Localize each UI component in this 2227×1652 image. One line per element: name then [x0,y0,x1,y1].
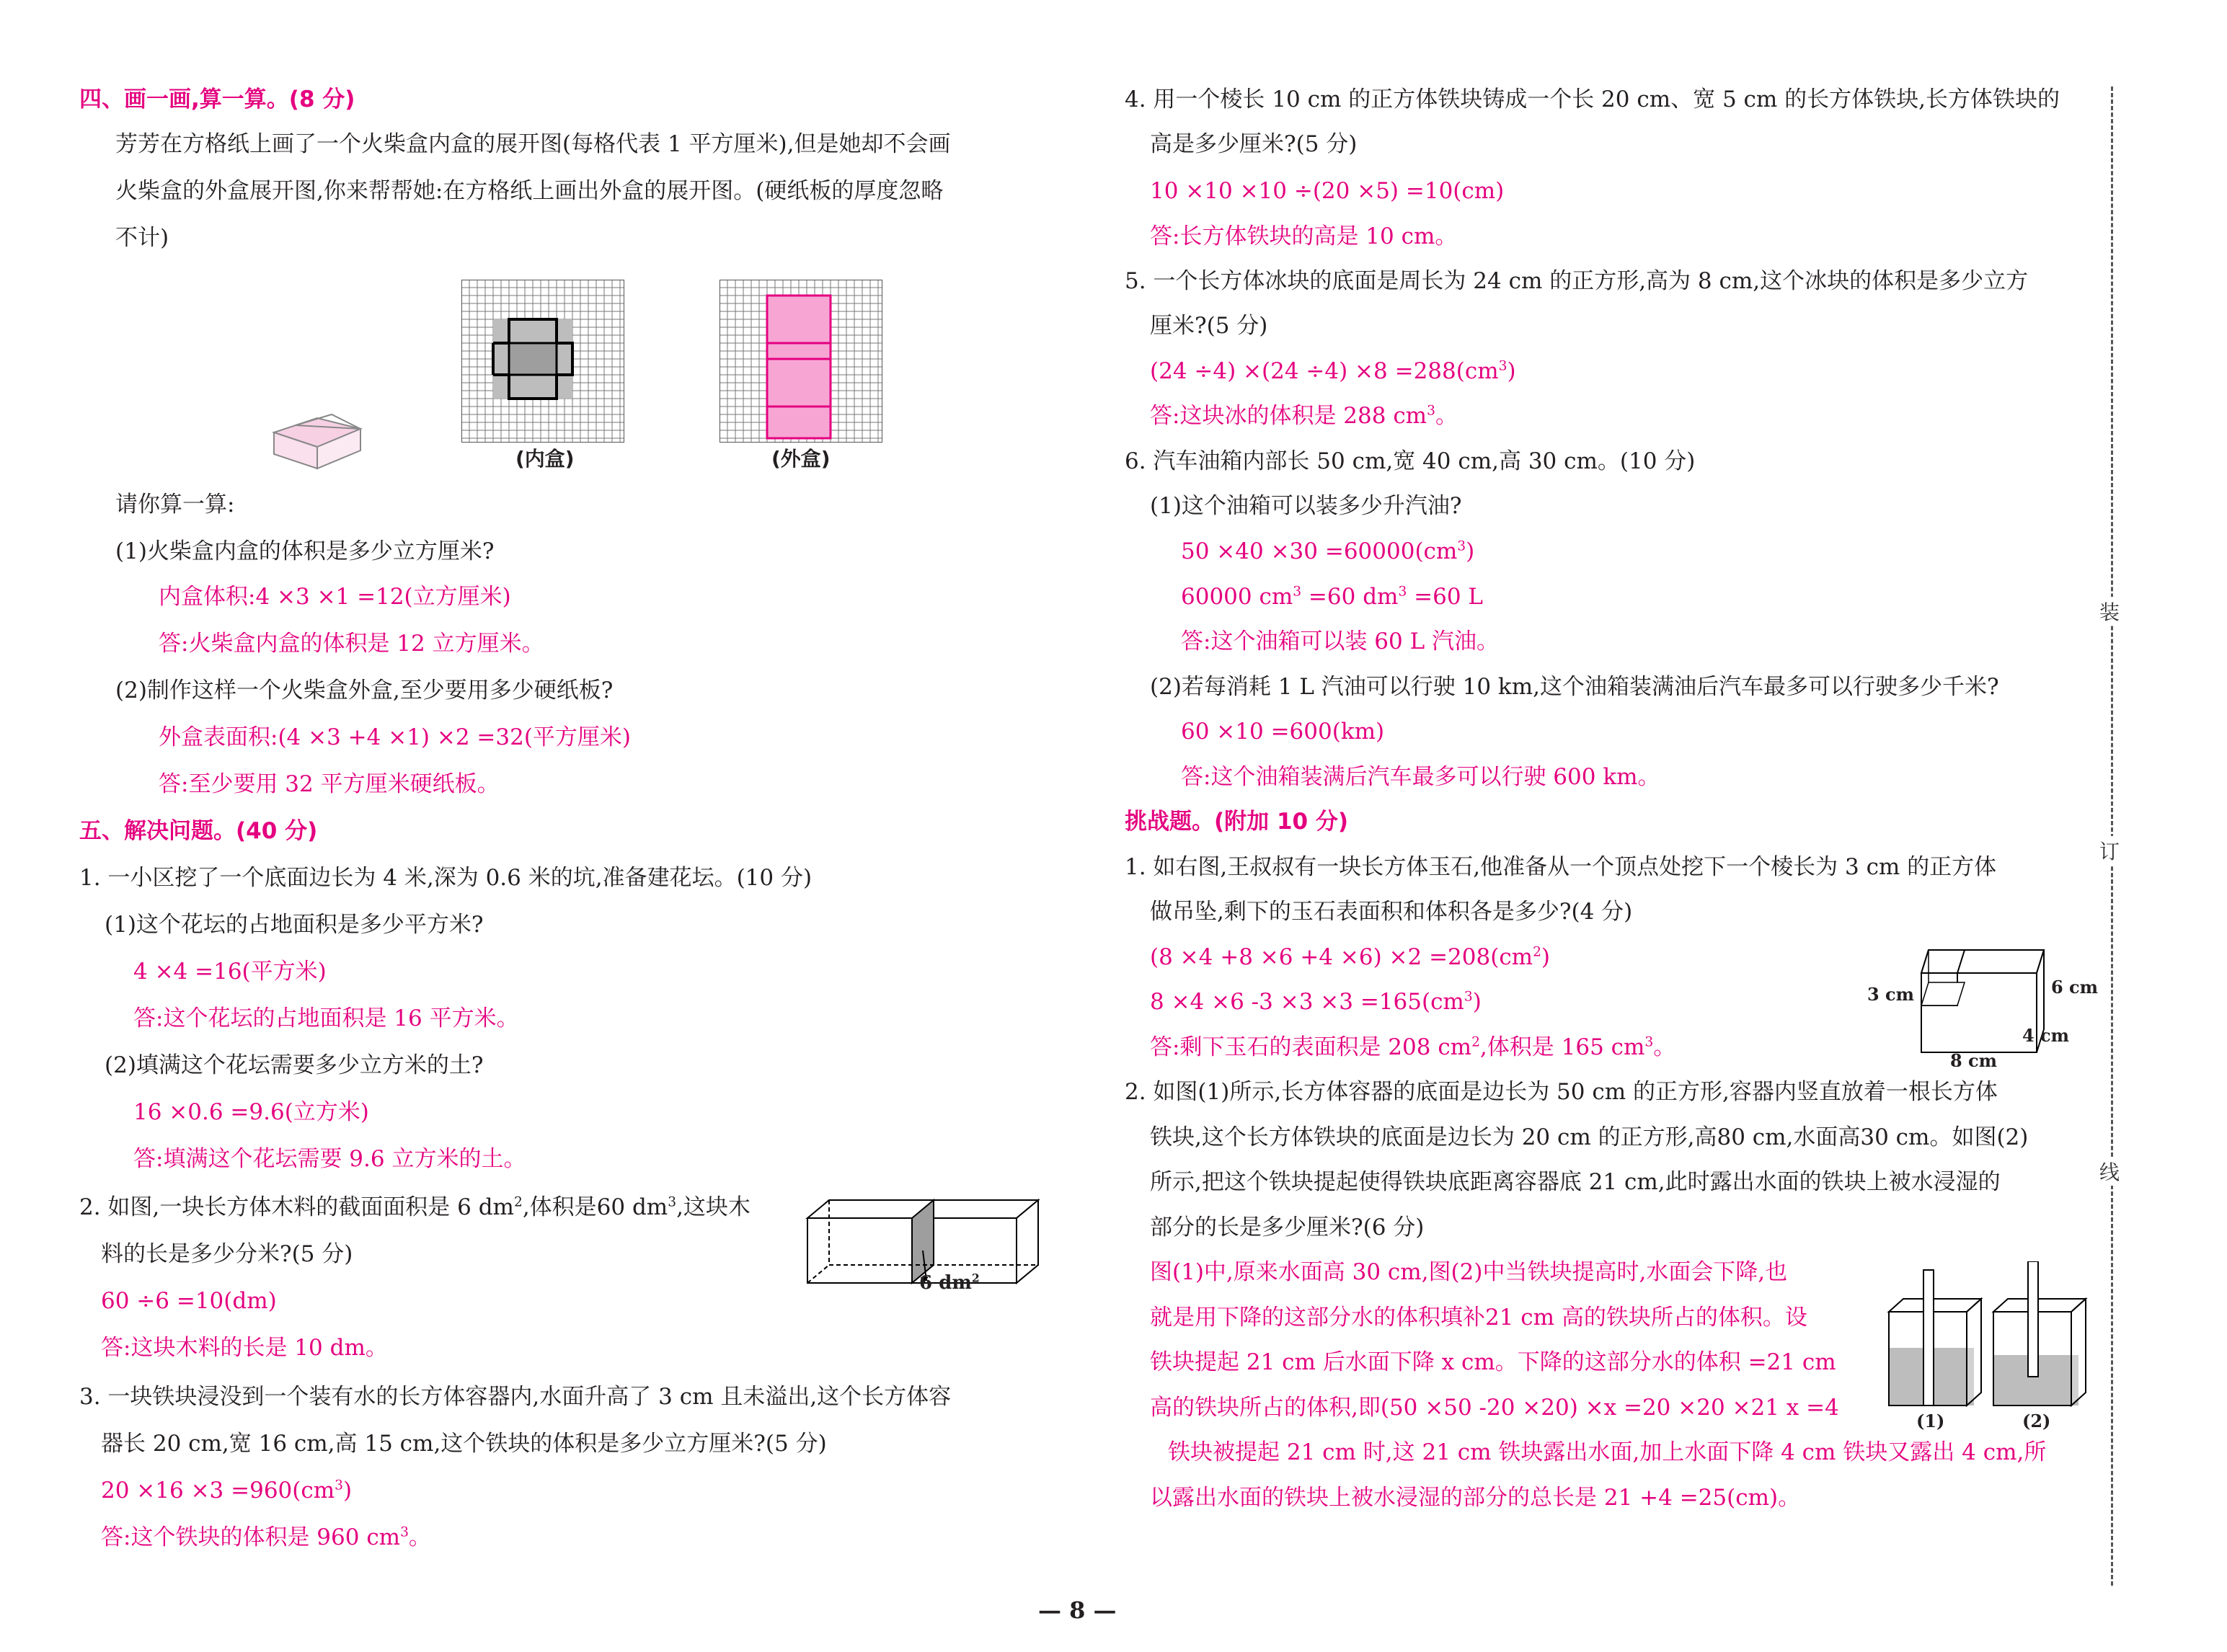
jade-label-8cm: 8 cm [1950,1050,1998,1067]
problem3-line2: 器长 20 cm,宽 16 cm,高 15 cm,这个铁块的体积是多少立方厘米?(5 分) [101,1431,827,1457]
tank-label-2: (2) [2022,1411,2051,1431]
problem4-work: 10 ×10 ×10 ÷(20 ×5) =10(cm) [1150,178,1505,204]
problem6-q1-work1: $50 \times 40 \times 30 =60000(cm^3)$ [1181,538,1475,564]
problem5-answer: 答:这块冰的体积是 288 $cm^3$。 [1150,403,1458,429]
inner-box-grid [461,280,624,443]
problem4-line1: 4. 用一个棱长 10 cm 的正方体铁块铸成一个长 20 cm、宽 5 cm 的长方体铁块,长方体铁块的 [1125,86,2060,112]
q1-answer: 答:火柴盒内盒的体积是 12 立方厘米。 [159,631,544,657]
section4-intro-line3: 不计) [115,225,169,251]
problem1-q2-work: 16 ×0.6 =9.6(立方米) [133,1099,369,1125]
problem1-q2: (2)填满这个花坛需要多少立方米的土? [105,1052,484,1078]
q2-text: (2)制作这样一个火柴盒外盒,至少要用多少硬纸板? [115,678,614,703]
problem6-q1-answer: 答:这个油箱可以装 60 L 汽油。 [1181,629,1500,654]
wood-area-label: 6 $dm^2$ [919,1271,980,1294]
challenge2-solution1: 图(1)中,原来水面高 30 cm,图(2)中当铁块提高时,水面会下降,也 [1150,1259,1788,1285]
challenge2-line3: 所示,把这个铁块提起使得铁块底距离容器底 21 cm,此时露出水面的铁块上被水浸湿的 [1150,1169,2001,1195]
jade-label-3cm: 3 cm [1867,984,1915,1005]
problem2-line2: 料的长是多少分米?(5 分) [101,1241,353,1267]
problem1-q1-answer: 答:这个花坛的占地面积是 16 平方米。 [133,1005,519,1031]
tank-1 [1889,1270,1981,1405]
challenge2-solution4: 高的铁块所占的体积,即(50 ×50 -20 ×20) ×x =20 ×20 ×21 x =4 [1150,1395,1839,1421]
challenge2-solution5: 铁块被提起 21 cm 时,这 21 cm 铁块露出水面,加上水面下降 4 cm 铁块又露出 4 cm,所 [1168,1439,2047,1465]
problem2-line1: 2. 如图,一块长方体木料的截面面积是 6 $dm^2$,体积是60 $dm^3$,这块木 [79,1194,751,1220]
challenge2-line1: 2. 如图(1)所示,长方体容器的底面是边长为 50 cm 的正方形,容器内竖直放着一根长方体 [1125,1079,1998,1105]
inner-box-caption: (内盒) [515,447,575,471]
section5-title: 五、解决问题。(40 分) [79,818,318,844]
problem4-line2: 高是多少厘米?(5 分) [1150,131,1358,157]
challenge2-line4: 部分的长是多少厘米?(6 分) [1150,1214,1425,1240]
problem6-line1: 6. 汽车油箱内部长 50 cm,宽 40 cm,高 30 cm。(10 分) [1125,448,1696,474]
q2-answer: 答:至少要用 32 平方厘米硬纸板。 [159,771,500,797]
binding-char-2: 订 [2099,836,2120,865]
problem5-work: $(24 \div 4) \times(24 \div 4) \times 8 =288(cm^3)$ [1150,358,1516,384]
challenge1-work1: $(8 \times 4 +8 \times 6 +4 \times 6) \times 2 =208(cm^2)$ [1150,944,1551,970]
q2-work: 外盒表面积:(4 ×3 +4 ×1) ×2 =32(平方厘米) [159,724,632,750]
binding-char-1: 装 [2099,597,2120,626]
section4-intro-line2: 火柴盒的外盒展开图,你来帮帮她:在方格纸上画出外盒的展开图。(硬纸板的厚度忽略 [115,178,944,204]
jade-label-4cm: 4 cm [2022,1025,2070,1046]
challenge2-solution3: 铁块提起 21 cm 后水面下降 x cm。下降的这部分水的体积 =21 cm [1150,1349,1836,1375]
section4-intro-line1: 芳芳在方格纸上画了一个火柴盒内盒的展开图(每格代表 1 平方厘米),但是她却不会画 [115,131,951,157]
q1-text: (1)火柴盒内盒的体积是多少立方厘米? [115,538,495,564]
outer-box-caption: (外盒) [771,447,831,471]
problem4-answer: 答:长方体铁块的高是 10 cm。 [1150,223,1458,249]
problem2-answer: 答:这块木料的长是 10 dm。 [101,1335,388,1361]
problem5-line1: 5. 一个长方体冰块的底面是周长为 24 cm 的正方形,高为 8 cm,这个冰块的体积是多少立方 [1125,268,2029,294]
page-number: — 8 — [1038,1597,1117,1624]
calc-prompt: 请你算一算: [115,492,235,518]
problem5-line2: 厘米?(5 分) [1150,313,1268,339]
jade-block-figure [1867,937,2105,1067]
tank-2 [1993,1261,2086,1405]
problem3-line1: 3. 一块铁块浸没到一个装有水的长方体容器内,水面升高了 3 cm 且未溢出,这个长方体容 [79,1384,952,1410]
problem1-q1: (1)这个花坛的占地面积是多少平方米? [105,912,484,938]
problem1-q1-work: 4 ×4 =16(平方米) [133,959,327,985]
matchbox-illustration [267,389,368,476]
challenge2-solution6: 以露出水面的铁块上被水浸湿的部分的总长是 21 +4 =25(cm)。 [1150,1485,1801,1511]
binding-char-3: 线 [2099,1157,2120,1186]
challenge1-work2: 8 ×4 ×6 $-3 \times 3 \times 3 =165(cm^3)$ [1150,989,1482,1015]
challenge-title: 挑战题。(附加 10 分) [1125,809,1349,835]
tanks-figure [1882,1261,2091,1434]
challenge2-solution2: 就是用下降的这部分水的体积填补21 cm 高的铁块所占的体积。设 [1150,1305,1807,1331]
problem1-text: 1. 一小区挖了一个底面边长为 4 米,深为 0.6 米的坑,准备建花坛。(10 分) [79,865,813,891]
problem6-q2-answer: 答:这个油箱装满后汽车最多可以行驶 600 km。 [1181,764,1660,790]
problem2-work: 60 ÷6 =10(dm) [101,1288,277,1314]
outer-box-grid [720,280,882,443]
section4-title: 四、画一画,算一算。(8 分) [79,86,355,112]
jade-label-6cm: 6 cm [2051,977,2099,998]
problem6-q1: (1)这个油箱可以装多少升汽油? [1150,493,1462,519]
challenge1-answer: 答:剩下玉石的表面积是 208 $cm^2$,体积是 165 $cm^3$。 [1150,1034,1676,1060]
problem1-q2-answer: 答:填满这个花坛需要 9.6 立方米的土。 [133,1146,526,1172]
problem3-answer: 答:这个铁块的体积是 960 $cm^3$。 [101,1524,431,1550]
challenge1-line1: 1. 如右图,王叔叔有一块长方体玉石,他准备从一个顶点处挖下一个棱长为 3 cm 的正方体 [1125,854,1997,880]
challenge2-line2: 铁块,这个长方体铁块的底面是边长为 20 cm 的正方形,高80 cm,水面高30 cm。如图(2) [1150,1124,2029,1150]
problem3-work: $20 \times 16 \times 3 =960(cm^3)$ [101,1478,353,1504]
problem6-q2-work: 60 ×10 =600(km) [1181,719,1385,745]
q1-work: 内盒体积:4 ×3 ×1 =12(立方厘米) [159,584,511,610]
tank-label-1: (1) [1916,1411,1945,1431]
challenge1-line2: 做吊坠,剩下的玉石表面积和体积各是多少?(4 分) [1150,899,1633,925]
problem6-q1-work2: 60000 $cm^3 =60$ $dm^3 =60$ L [1181,584,1484,610]
problem6-q2: (2)若每消耗 1 L 汽油可以行驶 10 km,这个油箱装满油后汽车最多可以行驶多少千米? [1150,674,1999,700]
